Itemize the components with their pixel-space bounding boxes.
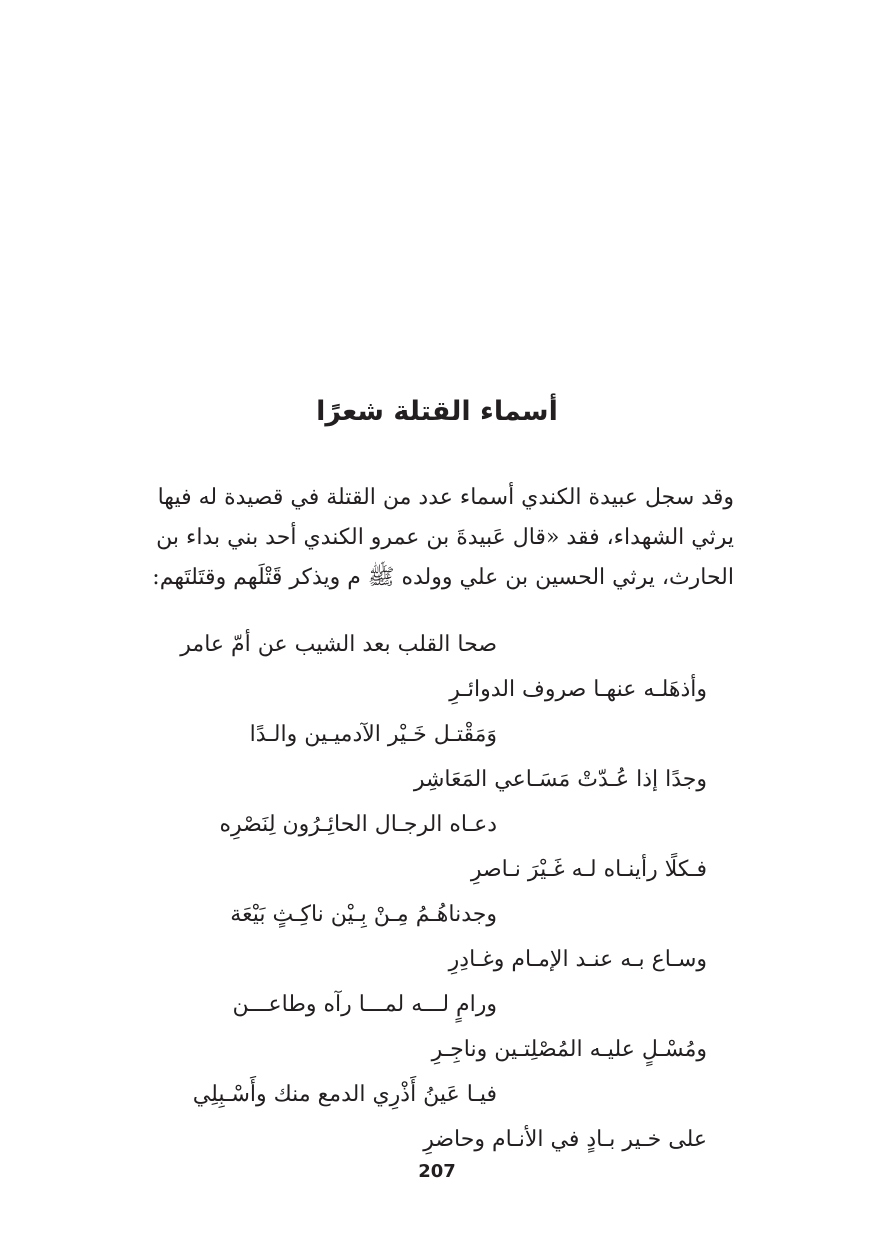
page-number: 207 [418,1161,456,1182]
section-heading: أسماء القتلة شعرًا [316,396,558,427]
poem-line: ورامٍ لـــه لمـــا رآه وطاعـــن [232,992,497,1017]
poem-line: صحا القلب بعد الشيب عن أمّ عامر [180,632,497,657]
poem-line: وَمَقْتـل خَـيْر الآدميـين والـدًا [249,722,497,747]
poem-line: وجدًا إذا عُـدّتْ مَسَـاعي المَعَاشِر [413,767,707,792]
poem-line: على خـير بـادٍ في الأنـام وحاضرِ [423,1127,707,1152]
poem-line: ومُسْـلٍ عليـه المُصْلِتـين وناجِـرِ [431,1037,707,1062]
poem-line: فـكلًا رأينـاه لـه غَـيْرَ نـاصرِ [470,857,707,882]
poem-line: وسـاع بـه عنـد الإمـام وغـادِرِ [448,947,707,972]
intro-line: وقد سجل عبيدة الكندي أسماء عدد من القتلة في قصيدة له فيها [157,485,734,510]
poem-line: وجدناهُـمُ مِـنْ بِـيْن ناكِـثٍ بَيْعَة [230,902,497,927]
poem-line: دعـاه الرجـال الحائِـرُون لِنَصْرِه [219,812,497,837]
intro-line: يرثي الشهداء، فقد «قال عَبيدةَ بن عمرو الكندي أحد بني بداء بن [156,525,734,550]
intro-paragraph [140,478,734,598]
intro-line: الحارث، يرثي الحسين بن علي وولده ﷺ م ويذكر قَتْلَهم وقتَلتَهم: [152,565,734,590]
poem-line: وأذهَلـه عنهـا صروف الدوائـرِ [449,677,707,702]
poem-line: فيـا عَينُ أَذْرِي الدمع منك وأَسْـبِلِي [192,1082,497,1107]
